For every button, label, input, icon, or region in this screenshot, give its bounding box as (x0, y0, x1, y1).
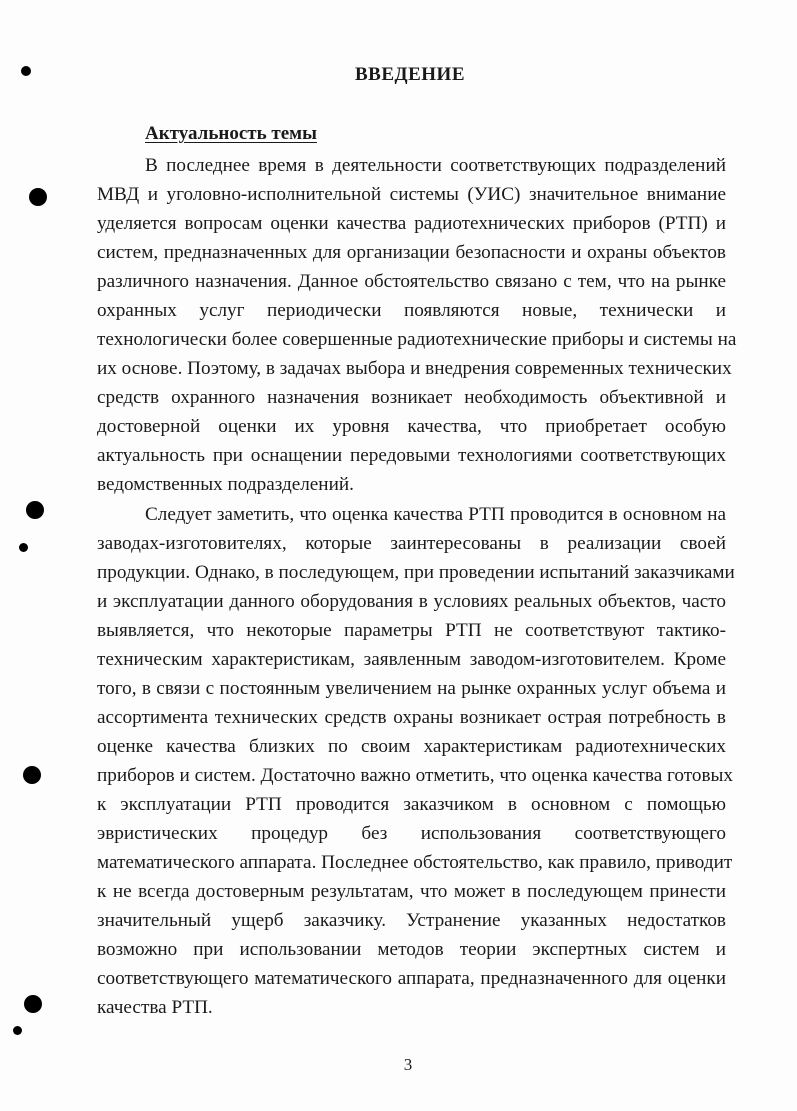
text-line: Следует заметить, что оценка качества РТП проводится в основном на (145, 504, 726, 525)
text-line: средств охранного назначения возникает необходимость объективной и (97, 387, 726, 408)
text-line: выявляется, что некоторые параметры РТП не соответствуют тактико- (97, 620, 726, 641)
text-line: достоверной оценки их уровня качества, что приобретает особую (97, 416, 726, 437)
text-line: заводах-изготовителях, которые заинтересованы в реализации своей (97, 533, 726, 554)
punch-hole-mark (26, 501, 44, 519)
text-line: актуальность при оснащении передовыми технологиями соответствующих (97, 445, 726, 466)
text-line: того, в связи с постоянным увеличением на рынке охранных услуг объема и (97, 678, 726, 699)
text-line: охранных услуг периодически появляются новые, технически и (97, 300, 726, 321)
page-title: ВВЕДЕНИЕ (355, 64, 465, 85)
text-line: систем, предназначенных для организации безопасности и охраны объектов (97, 242, 726, 263)
section-heading: Актуальность темы (145, 123, 317, 144)
text-line: эвристических процедур без использования соответствующего (97, 823, 726, 844)
text-line: к эксплуатации РТП проводится заказчиком в основном с помощью (97, 794, 726, 815)
page-number: 3 (403, 1055, 413, 1074)
text-line: математического аппарата. Последнее обстоятельство, как правило, приводит (97, 852, 733, 873)
punch-hole-mark (23, 766, 41, 784)
text-line: оценке качества близких по своим характеристикам радиотехнических (97, 736, 726, 757)
text-line: их основе. Поэтому, в задачах выбора и внедрения современных технических (97, 358, 732, 379)
text-line: и эксплуатации данного оборудования в условиях реальных объектов, часто (97, 591, 726, 612)
text-line: МВД и уголовно-исполнительной системы (УИС) значительное внимание (97, 184, 726, 205)
text-line: возможно при использовании методов теории экспертных систем и (97, 939, 726, 960)
text-line: технологически более совершенные радиотехнические приборы и системы на (97, 329, 737, 350)
text-line: значительный ущерб заказчику. Устранение указанных недостатков (97, 910, 726, 931)
text-line: приборов и систем. Достаточно важно отметить, что оценка качества готовых (97, 765, 734, 786)
punch-hole-mark (29, 188, 47, 206)
text-line: качества РТП. (97, 997, 213, 1018)
text-line: ведомственных подразделений. (97, 474, 354, 495)
text-line: к не всегда достоверным результатам, что может в последующем принести (97, 881, 726, 902)
text-line: В последнее время в деятельности соответствующих подразделений (145, 155, 726, 176)
text-line: различного назначения. Данное обстоятельство связано с тем, что на рынке (97, 271, 726, 292)
punch-hole-mark (13, 1026, 22, 1035)
text-line: уделяется вопросам оценки качества радиотехнических приборов (РТП) и (97, 213, 726, 234)
text-line: соответствующего математического аппарата, предназначенного для оценки (97, 968, 726, 989)
text-line: продукции. Однако, в последующем, при проведении испытаний заказчиками (97, 562, 735, 583)
text-line: техническим характеристикам, заявленным заводом-изготовителем. Кроме (97, 649, 726, 670)
punch-hole-mark (24, 995, 42, 1013)
punch-hole-mark (19, 543, 28, 552)
text-line: ассортимента технических средств охраны возникает острая потребность в (97, 707, 726, 728)
